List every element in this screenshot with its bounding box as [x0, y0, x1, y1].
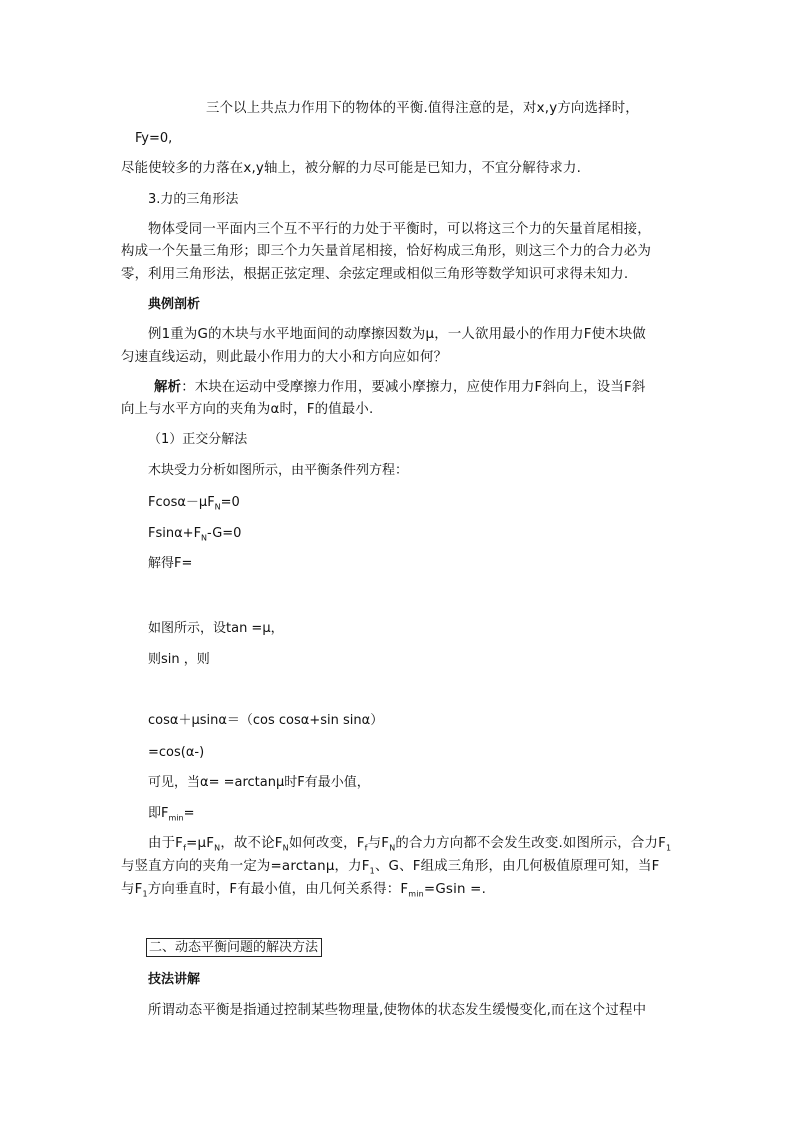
text-line-then-sin: 则sin ，则	[148, 652, 210, 667]
section-heading-box: 二、动态平衡问题的解决方法	[146, 938, 322, 957]
example-question-line-1: 例1重为G的木块与水平地面间的动摩擦因数为μ，一人欲用最小的作用力F使木块做	[148, 327, 646, 342]
text-line-5: 物体受同一平面内三个互不平行的力处于平衡时，可以将这三个力的矢量首尾相接，	[148, 222, 651, 237]
text-line-minimum: 可见，当α= =arctanμ时F有最小值，	[148, 775, 370, 790]
equation-4: =cos(α-)	[148, 745, 205, 760]
text-line-set-tan: 如图所示，设tan =μ，	[148, 621, 284, 636]
solution-line-2: 向上与水平方向的夹角为α时，F的值最小.	[121, 402, 374, 417]
equation-fmin: 即$F_{min}=$	[148, 806, 195, 823]
text-line-solve-f: 解得F=	[148, 556, 193, 571]
solution-line-1: 解析：木块在运动中受摩擦力作用，要减小摩擦力，应使作用力F斜向上，设当F斜	[154, 380, 646, 395]
text-line-geometry-1: 由于$F_f=\mu F_N$，故不论$F_N$如何改变，$F_f$与$F_N$的合力方向都不会发生改变.如图所示，合力$F_1$	[148, 836, 672, 853]
text-line-geometry-2: 与竖直方向的夹角一定为=arctanμ，力$F_1$、G、F组成三角形，由几何极值原理可知，当F	[121, 859, 660, 876]
example-analysis-heading: 典例剖析	[148, 297, 201, 312]
solution-label: 解析	[154, 380, 182, 395]
text-line-1: 三个以上共点力作用下的物体的平衡.值得注意的是，对x,y方向选择时，	[206, 101, 639, 116]
method-heading-orthogonal: （1）正交分解法	[148, 432, 248, 447]
equation-3: cosα＋μsinα＝（cos cosα+sin sinα）	[148, 713, 384, 728]
text-line-3: 尽能使较多的力落在x,y轴上，被分解的力尽可能是已知力，不宜分解待求力.	[121, 161, 582, 176]
section-heading-dynamic-equilibrium	[146, 940, 322, 956]
section-heading-triangle-method: 3.力的三角形法	[148, 192, 239, 207]
example-question-line-2: 匀速直线运动，则此最小作用力的大小和方向应如何？	[121, 350, 448, 365]
technique-heading: 技法讲解	[148, 972, 201, 987]
text-line-geometry-3: 与$F_1$方向垂直时，F有最小值，由几何关系得：$F_{min}=Gsin$ =.	[121, 882, 487, 899]
text-line-6: 构成一个矢量三角形；即三个力矢量首尾相接，恰好构成三角形，则这三个力的合力必为	[121, 244, 652, 259]
text-line-2: Fy=0,	[135, 131, 173, 146]
text-line-7: 零，利用三角形法，根据正弦定理、余弦定理或相似三角形等数学知识可求得未知力.	[121, 267, 629, 282]
equation-2: $Fsin\alpha+F_N-G=0$	[148, 526, 242, 543]
equation-1: $Fcos\alpha-\mu F_N=0$	[148, 495, 240, 512]
text-line-dynamic-definition: 所谓动态平衡是指通过控制某些物理量,使物体的状态发生缓慢变化,而在这个过程中	[148, 1003, 647, 1018]
text-line-force-analysis: 木块受力分析如图所示，由平衡条件列方程：	[148, 463, 409, 478]
